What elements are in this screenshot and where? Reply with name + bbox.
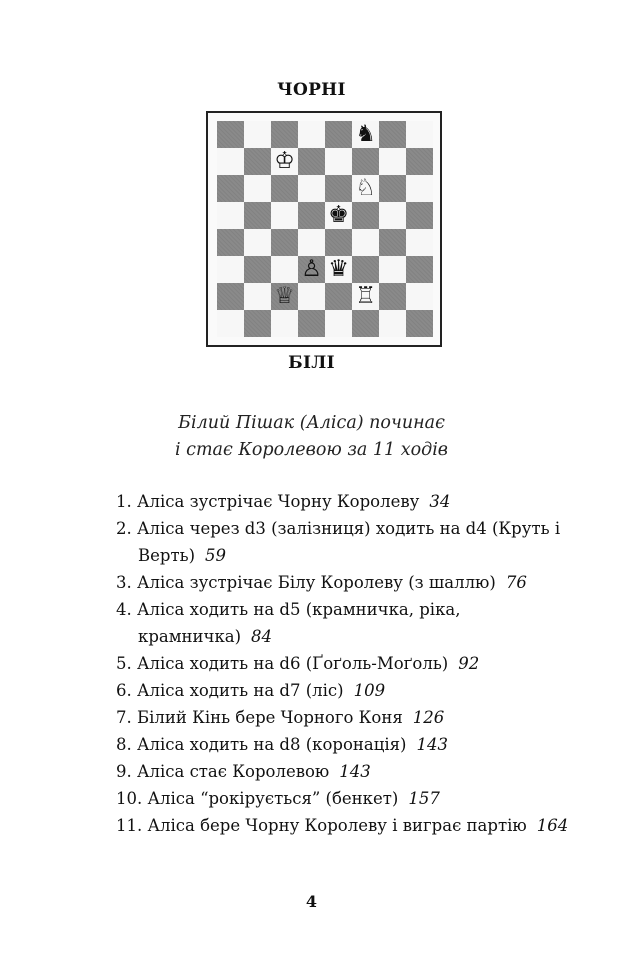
white-king-icon: ♔	[274, 148, 295, 174]
black-queen-icon: ♛	[328, 256, 349, 282]
move-page-ref: 92	[458, 654, 480, 673]
board-square-d2	[298, 283, 325, 310]
board-square-g2	[379, 283, 406, 310]
move-page-ref: 109	[353, 681, 386, 700]
board-square-d8	[298, 121, 325, 148]
board-square-a6	[217, 175, 244, 202]
black-knight-icon: ♞	[355, 121, 376, 147]
board-square-d5	[298, 202, 325, 229]
board-square-b1	[244, 310, 271, 337]
move-text: 7. Білий Кінь бере Чорного Коня	[116, 708, 403, 727]
board-square-b8	[244, 121, 271, 148]
black-king-icon: ♚	[328, 202, 349, 228]
move-page-ref: 157	[408, 789, 440, 808]
move-item	[116, 515, 596, 569]
board-square-c8	[271, 121, 298, 148]
diagram-caption-line-2: і стає Королевою за 11 ходів	[174, 440, 448, 460]
board-square-c3	[271, 256, 298, 283]
board-square-h6	[406, 175, 433, 202]
move-page-ref: 126	[412, 708, 445, 727]
board-square-h7	[406, 148, 433, 175]
board-square-f5	[352, 202, 379, 229]
board-square-e1	[325, 310, 352, 337]
board-square-a7	[217, 148, 244, 175]
move-item	[116, 569, 596, 596]
board-square-h8	[406, 121, 433, 148]
board-square-c6	[271, 175, 298, 202]
move-text: 8. Аліса ходить на d8 (коронація)	[116, 735, 407, 754]
board-square-b5	[244, 202, 271, 229]
board-square-h3	[406, 256, 433, 283]
board-square-f8	[352, 121, 379, 148]
board-square-a5	[217, 202, 244, 229]
move-item	[116, 677, 596, 704]
board-square-a1	[217, 310, 244, 337]
board-square-e2	[325, 283, 352, 310]
move-page-ref: 143	[339, 762, 371, 781]
move-text: 10. Аліса “рокірується” (бенкет)	[116, 789, 399, 808]
moves-list	[116, 488, 596, 839]
board-square-g6	[379, 175, 406, 202]
board-square-d6	[298, 175, 325, 202]
move-item	[116, 596, 596, 650]
move-text: 3. Аліса зустрічає Білу Королеву (з шаллю)	[116, 573, 496, 592]
board-square-g8	[379, 121, 406, 148]
chess-board	[217, 121, 433, 337]
move-page-ref: 143	[416, 735, 448, 754]
board-square-g7	[379, 148, 406, 175]
board-square-g5	[379, 202, 406, 229]
board-square-c7	[271, 148, 298, 175]
board-square-e6	[325, 175, 352, 202]
board-square-c2	[271, 283, 298, 310]
move-page-ref: 59	[205, 546, 227, 565]
board-square-f7	[352, 148, 379, 175]
board-square-b3	[244, 256, 271, 283]
board-square-e3	[325, 256, 352, 283]
chess-diagram	[206, 111, 442, 347]
board-square-h4	[406, 229, 433, 256]
board-square-c4	[271, 229, 298, 256]
board-square-a8	[217, 121, 244, 148]
board-square-g1	[379, 310, 406, 337]
move-item	[116, 785, 596, 812]
board-square-c1	[271, 310, 298, 337]
move-text: 4. Аліса ходить на d5 (крамничка, ріка, крамничка)	[116, 600, 461, 646]
board-square-h5	[406, 202, 433, 229]
move-text: 5. Аліса ходить на d6 (Ґоґоль-Моґоль)	[116, 654, 449, 673]
board-square-f2	[352, 283, 379, 310]
board-square-a3	[217, 256, 244, 283]
white-pawn-icon: ♙	[301, 256, 322, 282]
move-item	[116, 704, 596, 731]
white-knight-icon: ♘	[355, 175, 376, 201]
move-item	[116, 650, 596, 677]
board-square-h2	[406, 283, 433, 310]
move-text: 11. Аліса бере Чорну Королеву і виграє партію	[116, 816, 527, 835]
board-square-b7	[244, 148, 271, 175]
board-square-d4	[298, 229, 325, 256]
move-text: 2. Аліса через d3 (залізниця) ходить на d4 (Круть і Верть)	[116, 519, 561, 565]
board-square-e4	[325, 229, 352, 256]
move-text: 6. Аліса ходить на d7 (ліс)	[116, 681, 344, 700]
white-queen-icon: ♕	[274, 283, 295, 309]
move-text: 9. Аліса стає Королевою	[116, 762, 330, 781]
board-square-b2	[244, 283, 271, 310]
board-square-e8	[325, 121, 352, 148]
move-item	[116, 812, 596, 839]
move-page-ref: 76	[505, 573, 527, 592]
board-square-d3	[298, 256, 325, 283]
board-square-e7	[325, 148, 352, 175]
move-page-ref: 34	[429, 492, 451, 511]
move-page-ref: 84	[251, 627, 273, 646]
board-square-b6	[244, 175, 271, 202]
black-side-label: ЧОРНІ	[277, 80, 346, 100]
move-item	[116, 731, 596, 758]
board-square-g4	[379, 229, 406, 256]
board-square-f4	[352, 229, 379, 256]
board-square-a2	[217, 283, 244, 310]
board-square-e5	[325, 202, 352, 229]
board-square-g3	[379, 256, 406, 283]
diagram-caption-line-1: Білий Пішак (Аліса) починає	[178, 413, 445, 433]
white-rook-icon: ♖	[355, 283, 376, 309]
page-number: 4	[305, 892, 318, 911]
board-square-f1	[352, 310, 379, 337]
board-square-f3	[352, 256, 379, 283]
move-page-ref: 164	[536, 816, 569, 835]
board-square-c5	[271, 202, 298, 229]
board-square-h1	[406, 310, 433, 337]
board-square-b4	[244, 229, 271, 256]
move-item	[116, 758, 596, 785]
board-square-d7	[298, 148, 325, 175]
move-item	[116, 488, 596, 515]
board-square-f6	[352, 175, 379, 202]
move-text: 1. Аліса зустрічає Чорну Королеву	[116, 492, 420, 511]
white-side-label: БІЛІ	[288, 353, 335, 373]
board-square-a4	[217, 229, 244, 256]
board-square-d1	[298, 310, 325, 337]
